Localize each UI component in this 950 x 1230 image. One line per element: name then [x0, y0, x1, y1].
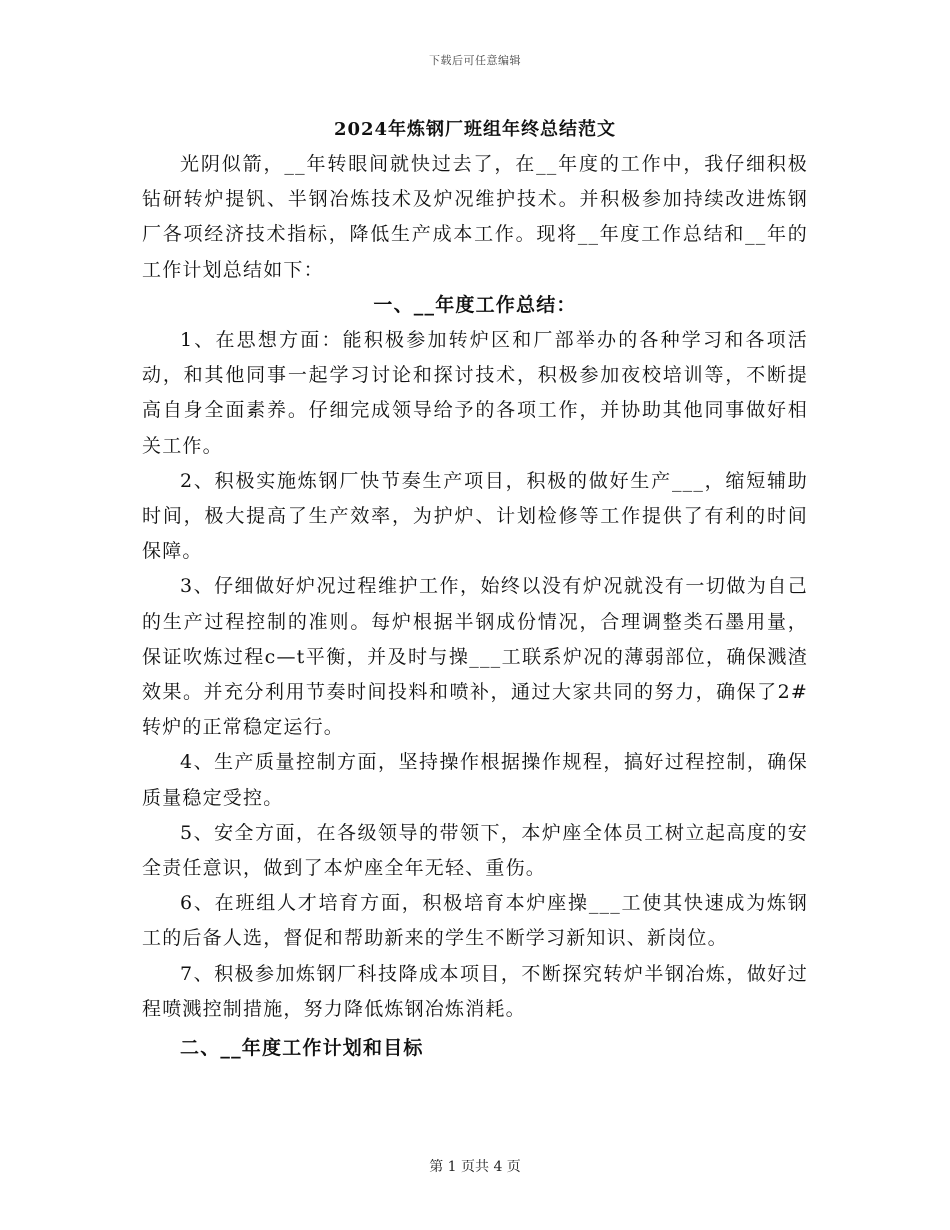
intro-paragraph: 光阴似箭，__年转眼间就快过去了，在__年度的工作中，我仔细积极钻研转炉提钒、半钢冶炼技术及炉况维护技术。并积极参加持续改进炼钢厂各项经济技术指标，降低生产成本工作。现将__年度工作总结和__年的工作计划总结如下： [142, 153, 808, 281]
page-footer: 第 1 页共 4 页 [429, 1159, 521, 1175]
document-title: 2024年炼钢厂班组年终总结范文 [333, 119, 617, 140]
page-header: 下载后可任意编辑 [429, 54, 521, 67]
list-item: 2、积极实施炼钢厂快节奏生产项目，积极的做好生产___，缩短辅助时间，极大提高了生产效率，为护炉、计划检修等工作提供了有利的时间保障。 [142, 469, 808, 563]
section-heading-1: 一、__年度工作总结： [373, 293, 577, 316]
list-item: 7、积极参加炼钢厂科技降成本项目，不断探究转炉半钢冶炼，做好过程喷溅控制措施，努力降低炼钢冶炼消耗。 [142, 962, 808, 1020]
document-body [142, 147, 808, 1066]
section-heading-2: 二、__年度工作计划和目标 [180, 1037, 424, 1060]
list-item: 6、在班组人才培育方面，积极培育本炉座操___工使其快速成为炼钢工的后备人选，督促和帮助新来的学生不断学习新知识、新岗位。 [142, 892, 808, 950]
list-item: 1、在思想方面：能积极参加转炉区和厂部举办的各种学习和各项活动，和其他同事一起学习讨论和探讨技术，积极参加夜校培训等，不断提高自身全面素养。仔细完成领导给予的各项工作，并协助其他同事做好相关工作。 [142, 329, 808, 457]
list-item: 5、安全方面，在各级领导的带领下，本炉座全体员工树立起高度的安全责任意识，做到了本炉座全年无轻、重伤。 [142, 821, 808, 880]
list-item: 4、生产质量控制方面，坚持操作根据操作规程，搞好过程控制，确保质量稳定受控。 [142, 751, 808, 809]
list-item: 3、仔细做好炉况过程维护工作，始终以没有炉况就没有一切做为自己的生产过程控制的准则。每炉根据半钢成份情况，合理调整类石墨用量，保证吹炼过程c—t平衡，并及时与操___工联系炉况的薄弱部位，确保溅渣效果。并充分利用节奏时间投料和喷补，通过大家共同的努力，确保了2#转炉的正常稳定运行。 [142, 575, 808, 739]
